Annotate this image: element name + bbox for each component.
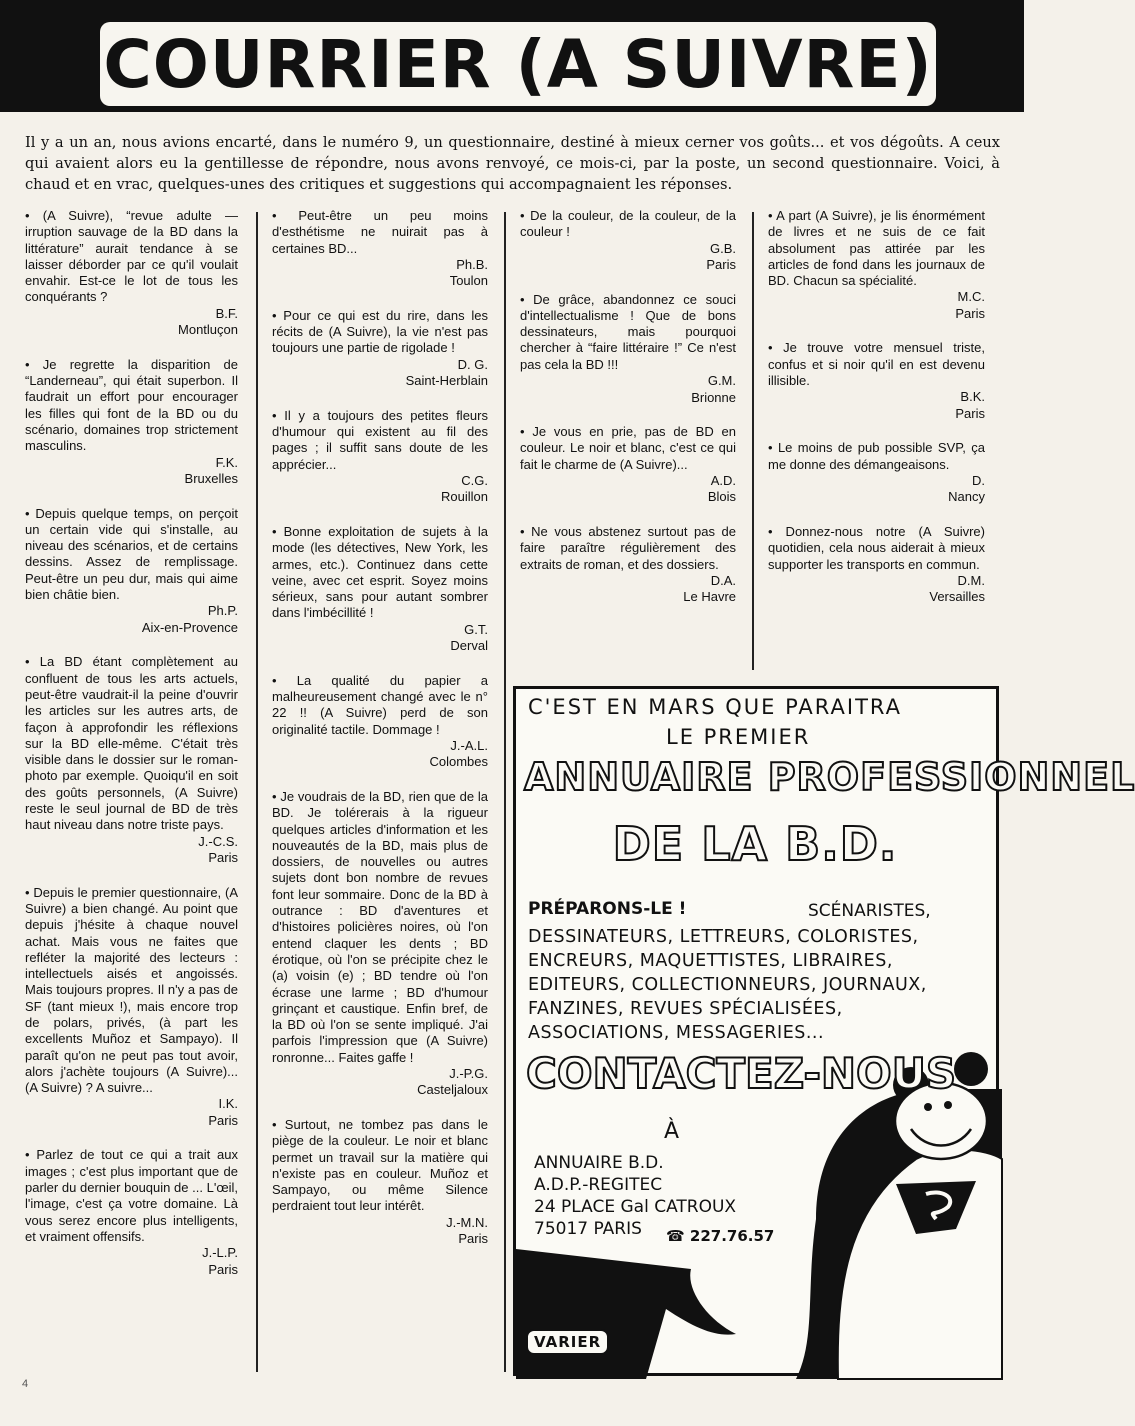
letter-author: F.K. — [215, 454, 238, 470]
letter-city: Montluçon — [178, 322, 238, 338]
letter-city: Paris — [955, 305, 985, 321]
letter-author: G.M. — [707, 373, 736, 389]
letter-city: Rouillon — [441, 489, 488, 505]
letter-author: J.-L.P. — [202, 1245, 238, 1261]
ad-title: ANNUAIRE PROFESSIONNEL — [524, 755, 1135, 799]
letter-author: G.T. — [464, 621, 488, 637]
letter-text: • Depuis quelque temps, on perçoit un certain vide qui s'installe, au niveau des scénarios, et de certains dessins. Assez de remplissage. Peut-être un peu dur, mais qui aime bien châtie bien. — [25, 505, 238, 603]
letter-text: • La BD étant complètement au confluent de tous les arts actuels, peut-être vaudrait-il la peine d'ouvrir les articles sur les autres arts, de façon à approfondir les réflexions sur la BD elle-même. C'était très visible dans le dossier sur le roman-photo par exemple. Quoiqu'il en soit des goûts personnels, (A Suivre) reste le seul journal de BD de très haut niveau dans notre triste pays. — [25, 654, 238, 833]
letters-column-4 — [768, 208, 985, 624]
reader-letter — [768, 340, 985, 422]
letter-text: • Donnez-nous notre (A Suivre) quotidien, cela nous aiderait à mieux supporter les transports en commun. — [768, 523, 985, 572]
letter-author: B.K. — [960, 389, 985, 405]
letter-author: M.C. — [957, 289, 985, 305]
artist-signature: VARIER — [526, 1329, 609, 1355]
ad-phone: ☎ 227.76.57 — [666, 1227, 775, 1245]
reader-letter — [25, 357, 238, 488]
ad-address-line: A.D.P.-REGITEC — [534, 1175, 663, 1195]
intro-text: Il y a un an, nous avions encarté, dans le numéro 9, un questionnaire, destiné à mieux cerner vos goûts... et vos dégoûts. A ceux qui avaient alors eu la gentillesse de répondre, nous avons renvoyé, ce mois-ci, par la poste, un second questionnaire. Voici, à chaud et en vrac, quelques-unes des critiques et suggestions qui accompagnaient les réponses. — [25, 134, 1000, 193]
reader-letter — [25, 885, 238, 1130]
reader-letter — [25, 506, 238, 637]
reader-letter — [768, 208, 985, 322]
letter-text: • De grâce, abandonnez ce souci d'intellectualisme ! Que de bons dessinateurs, mais pourquoi chercher à “faire littéraire !” Ce n'est pas cela la BD !!! — [520, 291, 736, 372]
title-banner — [0, 0, 1024, 112]
letter-city: Aix-en-Provence — [141, 619, 238, 635]
column-divider — [752, 212, 754, 670]
letter-city: Paris — [208, 1261, 238, 1277]
letter-city: Paris — [208, 850, 238, 866]
letter-city: Le Havre — [683, 589, 736, 605]
reader-letter — [272, 308, 488, 390]
reader-letter — [25, 208, 238, 339]
letter-city: Paris — [208, 1112, 238, 1128]
reader-letter — [272, 208, 488, 290]
reader-letter — [520, 292, 736, 406]
letter-author: J.-A.L. — [450, 737, 488, 753]
letter-city: Versailles — [929, 589, 985, 605]
ad-scenaristes: SCÉNARISTES, — [808, 901, 931, 921]
letter-city: Bruxelles — [184, 471, 238, 487]
page-title: COURRIER (A SUIVRE) — [100, 22, 936, 106]
letter-city: Nancy — [948, 489, 985, 505]
letter-text: • Je trouve votre mensuel triste, confus et si noir qu'il en est devenu illisible. — [768, 340, 985, 389]
advertisement-box — [513, 686, 1135, 1376]
page-number: 4 — [22, 1378, 29, 1390]
letter-author: B.F. — [215, 305, 238, 321]
letter-text: • Le moins de pub possible SVP, ça me donne des démangeaisons. — [768, 440, 985, 472]
ad-address-line: ANNUAIRE B.D. — [534, 1153, 664, 1173]
letter-text: • La qualité du papier a malheureusement changé avec le n° 22 !! (A Suivre) perd de son originalité tactile. Dommage ! — [272, 672, 488, 737]
reader-letter — [272, 789, 488, 1099]
letter-author: Ph.B. — [456, 256, 488, 272]
letter-text: • Depuis le premier questionnaire, (A Suivre) a bien changé. Au point que depuis j'hésite à chaque nouvel achat. Mais vous ne faites que refléter la majorité des lecteurs : intellectuels aisés et angoissés. Mais toujours propres. Il n'y a pas de SF (tant mieux !), mais encore trop de polars, privés, (à part les excellents Muñoz et Sampayo). Il paraît qu'on ne peut pas tout avoir, alors j'achète toujours (A Suivre)... (A Suivre) ? A suivre... — [25, 884, 238, 1096]
letter-city: Derval — [450, 638, 488, 654]
ad-contact: CONTACTEZ-NOUS — [526, 1049, 957, 1098]
column-divider — [504, 212, 506, 1372]
reader-letter — [520, 524, 736, 606]
reader-letter — [272, 524, 488, 655]
letters-column-3 — [520, 208, 736, 624]
ad-list-line: ENCREURS, MAQUETTISTES, LIBRAIRES, — [528, 951, 893, 971]
ad-address-line: 75017 PARIS — [534, 1219, 642, 1239]
letter-text: • Ne vous abstenez surtout pas de faire paraître régulièrement des extraits de roman, et des dossiers. — [520, 523, 736, 572]
letter-author: J.-M.N. — [446, 1214, 488, 1230]
letter-author: J.-P.G. — [449, 1065, 488, 1081]
letter-text: • Pour ce qui est du rire, dans les récits de (A Suivre), la vie n'est pas toujours une partie de rigolade ! — [272, 307, 488, 356]
ad-list-line: EDITEURS, COLLECTIONNEURS, JOURNAUX, — [528, 975, 927, 995]
ad-headline-1: C'EST EN MARS QUE PARAITRA — [528, 695, 903, 719]
reader-letter — [520, 424, 736, 506]
letter-author: D.A. — [710, 572, 736, 588]
reader-letter — [272, 1117, 488, 1248]
ad-list-line: DESSINATEURS, LETTREURS, COLORISTES, — [528, 927, 919, 947]
letter-city: Paris — [706, 257, 736, 273]
letter-text: • Peut-être un peu moins d'esthétisme ne nuirait pas à certaines BD... — [272, 208, 488, 256]
letter-text: • Surtout, ne tombez pas dans le piège de la couleur. Le noir et blanc permet un travail sur la matière qui n'existe pas en couleur. Muñoz et Sampayo, ou même Silence perdraient tout leur intérêt. — [272, 1116, 488, 1214]
letter-text: • De la couleur, de la couleur, de la couleur ! — [520, 208, 736, 240]
letter-author: D.M. — [957, 572, 985, 588]
letter-city: Paris — [458, 1231, 488, 1247]
reader-letter — [520, 208, 736, 274]
letter-text: • Bonne exploitation de sujets à la mode (les détectives, New York, les armes, etc.). Continuez dans cette veine, avec cet esprit. Soyez moins sérieux, sans pour autant sombrer dans l'imbécillité ! — [272, 523, 488, 621]
reader-letter — [768, 524, 985, 606]
reader-letter — [25, 654, 238, 866]
reader-letter — [768, 440, 985, 506]
ad-subtitle: DE LA B.D. — [612, 817, 898, 871]
ad-a: À — [664, 1119, 680, 1144]
reader-letter — [272, 408, 488, 506]
intro-paragraph — [25, 132, 1000, 195]
letter-author: I.K. — [218, 1096, 238, 1112]
reader-letter — [272, 673, 488, 771]
ad-prepare: PRÉPARONS-LE ! — [528, 899, 687, 919]
letters-column-1 — [25, 208, 238, 1296]
letter-text: • A part (A Suivre), je lis énormément de livres et ne suis de ce fait absolument pas attirée par les articles de fond dans les journaux de BD. Chacun sa spécialité. — [768, 208, 985, 289]
letter-city: Colombes — [429, 754, 488, 770]
letters-column-2 — [272, 208, 488, 1266]
letter-text: • Il y a toujours des petites fleurs d'humour qui existent au fil des pages ; il suffit sans doute de les apprécier... — [272, 407, 488, 472]
letter-city: Saint-Herblain — [405, 373, 488, 389]
letter-author: A.D. — [710, 472, 736, 488]
letter-text: • Je vous en prie, pas de BD en couleur. Le noir et blanc, c'est ce qui fait le charme de (A Suivre)... — [520, 424, 736, 472]
letter-city: Blois — [707, 489, 736, 505]
letter-text: • Parlez de tout ce qui a trait aux images ; c'est plus important que de parler du dernier bouquin de ... L'œil, l'image, c'est ça votre domaine. Là vous serez encore plus intelligents, et vraiment offensifs. — [25, 1147, 238, 1244]
ad-list-line: FANZINES, REVUES SPÉCIALISÉES, — [528, 999, 843, 1019]
letter-author: J.-C.S. — [198, 833, 238, 849]
column-divider — [256, 212, 258, 1372]
reader-letter — [25, 1147, 238, 1278]
letter-city: Paris — [955, 405, 985, 421]
ad-list-line: ASSOCIATIONS, MESSAGERIES... — [528, 1023, 825, 1043]
letter-author: D. G. — [457, 356, 488, 372]
ad-address-line: 24 PLACE Gal CATROUX — [534, 1197, 737, 1217]
letter-author: G.B. — [709, 240, 736, 256]
letter-author: C.G. — [461, 472, 488, 488]
letter-city: Toulon — [449, 273, 488, 289]
letter-city: Brionne — [691, 389, 736, 405]
letter-text: • (A Suivre), “revue adulte — irruption sauvage de la BD dans la littérature” aurait tendance à se laisser déborder par ce qu'il voulait envahir. Est-ce le lot de tous les conquérants ? — [25, 208, 238, 305]
letter-text: • Je regrette la disparition de “Landerneau”, qui était superbon. Il faudrait un effort pour encourager les filles qui font de la BD ou du scénario, domaines trop strictement masculins. — [25, 356, 238, 454]
letter-text: • Je voudrais de la BD, rien que de la BD. Je tolérerais à la rigueur quelques articles d'information et les nouveautés de la BD, mais plus de dossiers, de nouvelles ou autres sujets dont bon nombre de revues font leur sommaire. Donc de la BD à outrance : BD d'aventures et d'histoires policières noires, où l'on entend claquer les dents ; BD érotique, où l'on se précipite chez le (a) voisin (e) ; BD tendre où l'on écrase une larme ; BD d'humour grinçant et caustique. Enfin bref, de la BD où l'on se sente impliqué. J'ai parfois l'impression que (A Suivre) ronronne... Faites gaffe ! — [272, 788, 488, 1065]
ad-headline-2: LE PREMIER — [666, 725, 811, 749]
letter-author: Ph.P. — [207, 603, 238, 619]
letter-city: Casteljaloux — [417, 1082, 488, 1098]
letter-author: D. — [972, 472, 985, 488]
